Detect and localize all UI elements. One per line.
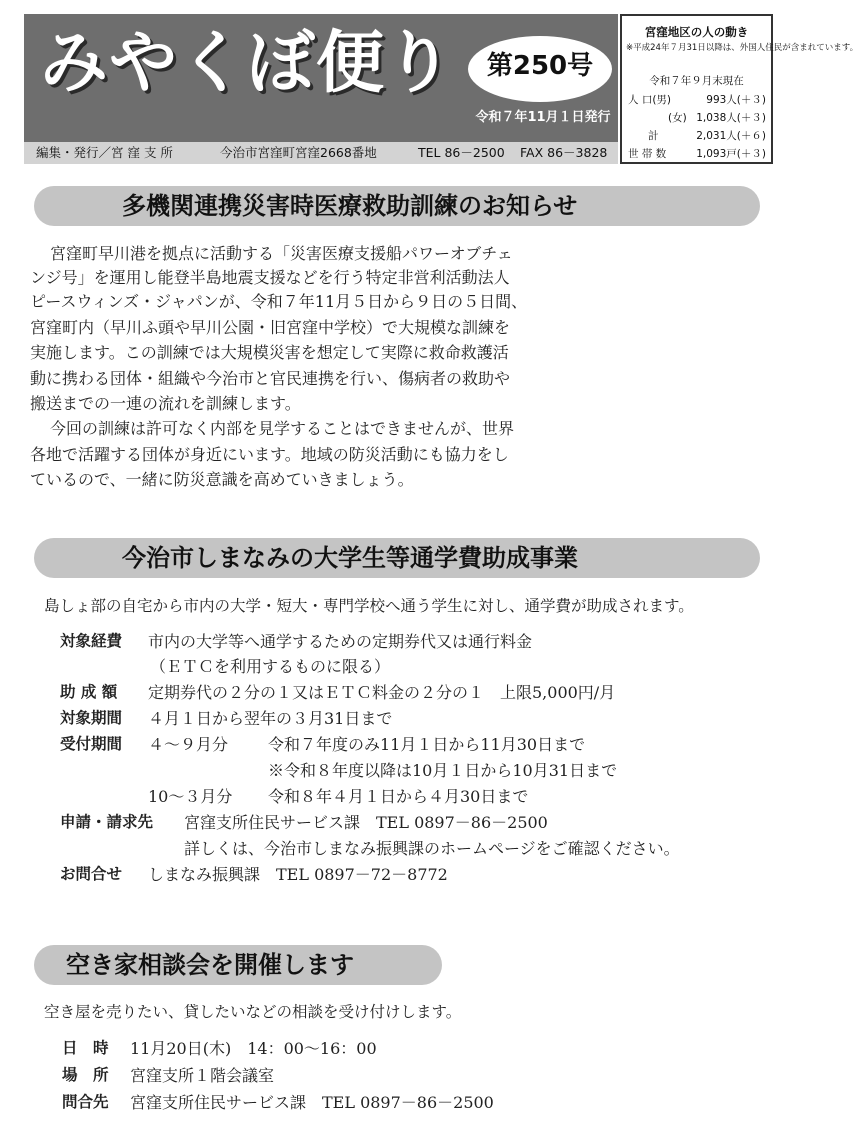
value-target-expense: 市内の大学等へ通学するための定期券代又は通行料金 — [148, 632, 533, 651]
value-contact: 宮窪支所住民サービス課 TEL 0897－86－2500 — [130, 1093, 494, 1112]
label-date-time: 日 時 — [62, 1039, 109, 1057]
population-value: 2,031人(＋６) — [696, 130, 766, 142]
address: 今治市宮窪町宮窪2668番地 — [220, 145, 377, 160]
acceptance-term-1-note: ※令和８年度以降は10月１日から10月31日まで — [268, 761, 618, 780]
section-heading-text: 空き家相談会を開催します — [66, 951, 354, 979]
paragraph-line: ンジ号」を運用し能登半島地震支援などを行う特定非営利活動法人 — [30, 268, 510, 287]
vacant-house-intro: 空き屋を売りたい、貸したいなどの相談を受け付けします。 — [44, 1003, 462, 1021]
label-contact: 問合先 — [62, 1093, 109, 1111]
value-target-period: ４月１日から翌年の３月31日まで — [148, 709, 393, 728]
office-fax: FAX 86－3828 — [520, 145, 608, 160]
value-subsidy-amount: 定期券代の２分の１又はＥＴＣ料金の２分の１ 上限5,000円/月 — [148, 683, 616, 702]
acceptance-term-1: ４～９月分 — [148, 735, 229, 754]
population-as-of: 令和７年９月末現在 — [649, 75, 744, 87]
value-inquiries: しまなみ振興課 TEL 0897－72－8772 — [148, 865, 448, 884]
note-target-expense: （ＥＴＣを利用するものに限る） — [150, 657, 391, 676]
section-heading-text: 多機関連携災害時医療救助訓練のお知らせ — [122, 192, 578, 220]
acceptance-term-2-value: 令和８年４月１日から４月30日まで — [268, 787, 529, 806]
population-value: 1,038人(＋３) — [696, 112, 766, 124]
paragraph-line: 搬送までの一連の流れを訓練します。 — [30, 394, 301, 413]
subsidy-intro: 島しょ部の自宅から市内の大学・短大・専門学校へ通う学生に対し、通学費が助成されます。 — [44, 597, 694, 615]
paragraph-line: 実施します。この訓練では大規模災害を想定して実際に救命救護活 — [30, 343, 509, 362]
population-title: 宮窪地区の人の動き — [644, 25, 749, 39]
population-box — [620, 14, 858, 164]
population-value: 1,093戸(＋３) — [696, 148, 766, 160]
value-date-time: 11月20日(木) 14：00～16：00 — [130, 1039, 377, 1058]
population-note: ※平成24年７月31日以降は、外国人住民が含まれています。 — [626, 43, 858, 53]
publisher: 編集・発行／宮 窪 支 所 — [36, 145, 173, 160]
newsletter-title: みやくぼ便り — [40, 24, 455, 103]
label-target-period: 対象期間 — [60, 709, 123, 727]
paragraph-line: 動に携わる団体・組織や今治市と官民連携を行い、傷病者の救助や — [30, 369, 511, 388]
section-heading-text: 今治市しまなみの大学生等通学費助成事業 — [122, 544, 578, 572]
section-heading-vacant-house — [34, 945, 442, 985]
acceptance-term-2: 10～３月分 — [148, 787, 233, 806]
section-heading-commute-subsidy — [34, 538, 760, 578]
label-target-expense: 対象経費 — [60, 632, 123, 650]
office-tel: TEL 86－2500 — [418, 145, 505, 160]
label-acceptance-period: 受付期間 — [60, 735, 123, 753]
population-value: 993人(＋３) — [706, 94, 766, 106]
issue-number: 第250号 — [486, 51, 594, 81]
population-label: 世 帯 数 — [628, 148, 667, 160]
paragraph-line: 宮窪町早川港を拠点に活動する「災害医療支援船パワーオブチェ — [50, 244, 513, 263]
acceptance-term-1-value: 令和７年度のみ11月１日から11月30日まで — [268, 735, 586, 754]
population-label: (女) — [668, 112, 687, 124]
population-label: 計 — [648, 130, 659, 142]
publisher-info-bar — [24, 142, 618, 164]
issue-date: 令和７年11月１日発行 — [475, 110, 611, 125]
label-subsidy-amount: 助 成 額 — [60, 683, 118, 701]
paragraph-line: 今回の訓練は許可なく内部を見学することはできませんが、世界 — [50, 419, 515, 438]
paragraph-line: 各地で活躍する団体が身近にいます。地域の防災活動にも協力をし — [30, 445, 509, 464]
paragraph-line: 宮窪町内（早川ふ頭や早川公園・旧宮窪中学校）で大規模な訓練を — [30, 318, 511, 337]
label-apply-to: 申請・請求先 — [60, 813, 154, 831]
population-label: 人 口(男) — [628, 94, 672, 106]
value-apply-to: 宮窪支所住民サービス課 TEL 0897－86－2500 — [184, 813, 548, 832]
paragraph-line: ているので、一緒に防災意識を高めていきましょう。 — [30, 470, 414, 489]
paragraph-line: ピースウィンズ・ジャパンが、令和７年11月５日から９日の５日間、 — [30, 292, 528, 311]
note-apply-to: 詳しくは、今治市しまなみ振興課のホームページをご確認ください。 — [184, 839, 680, 858]
label-place: 場 所 — [62, 1066, 109, 1084]
label-inquiries: お問合せ — [60, 865, 123, 883]
section-heading-drill — [34, 186, 760, 226]
value-place: 宮窪支所１階会議室 — [130, 1066, 275, 1085]
